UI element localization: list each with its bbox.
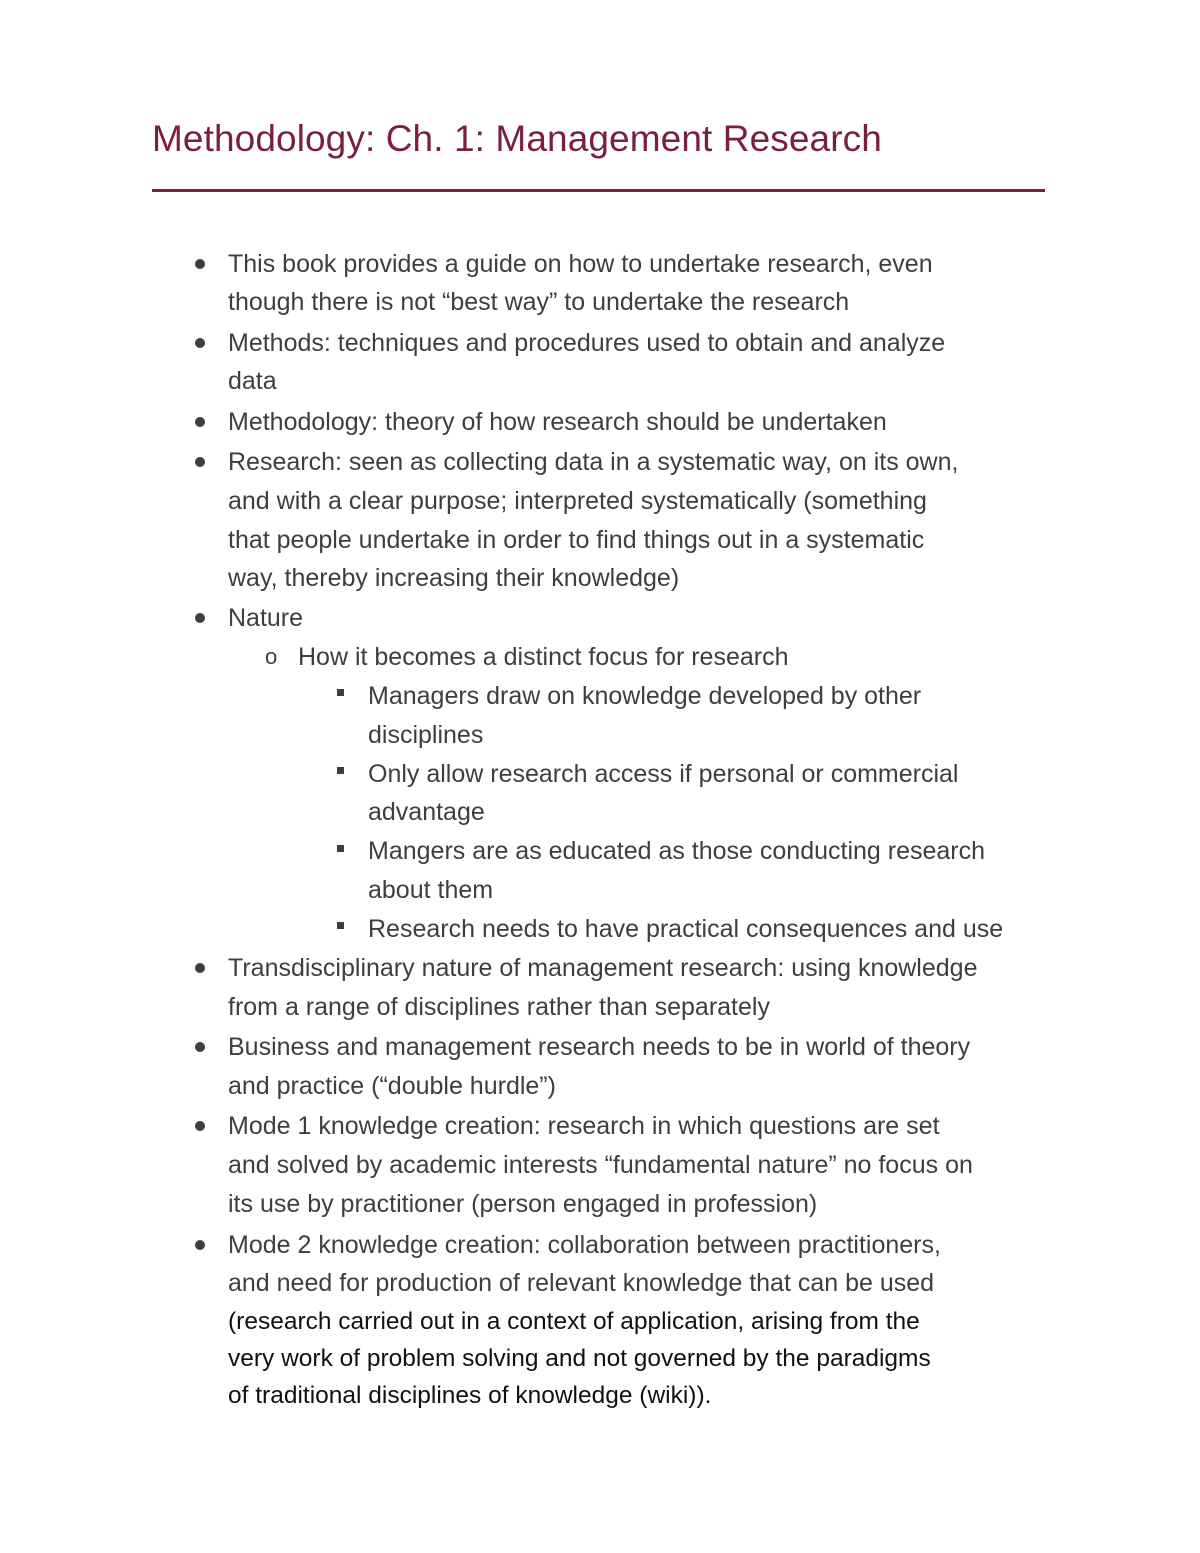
bullet-dot	[195, 457, 205, 467]
bullet-text: Methodology: theory of how research should be undertaken	[228, 408, 887, 436]
sub-sub-bullet-marker	[337, 845, 344, 852]
bullet-text: way, thereby increasing their knowledge)	[228, 564, 680, 592]
bullet-text: and practice (“double hurdle”)	[228, 1072, 556, 1100]
bullet-text: (research carried out in a context of application, arising from the	[228, 1308, 920, 1335]
bullet-dot	[195, 338, 205, 348]
bullet-dot	[195, 963, 205, 973]
bullet-text: and need for production of relevant knowledge that can be used	[228, 1269, 935, 1297]
bullet-dot	[195, 1121, 205, 1131]
bullet-text: Methods: techniques and procedures used to obtain and analyze	[228, 329, 946, 357]
bullet-text: of traditional disciplines of knowledge (wiki)).	[228, 1382, 712, 1409]
bullet-dot	[195, 1240, 205, 1250]
sub-bullet-marker: o	[265, 644, 278, 669]
bullet-dot	[195, 259, 205, 269]
sub-sub-bullet-text: advantage	[368, 798, 485, 826]
bullet-dot	[195, 613, 205, 623]
sub-sub-bullet-text: Only allow research access if personal or commercial	[368, 760, 959, 788]
sub-bullet-text: How it becomes a distinct focus for research	[298, 643, 789, 671]
page-title: Methodology: Ch. 1: Management Research	[152, 118, 882, 159]
bullet-text: Transdisciplinary nature of management research: using knowledge	[228, 954, 978, 982]
bullet-text: its use by practitioner (person engaged in profession)	[228, 1190, 818, 1218]
bullet-text: data	[228, 367, 277, 395]
sub-sub-bullet-marker	[337, 922, 344, 929]
sub-sub-bullet-marker	[337, 767, 344, 774]
bullet-text: Research: seen as collecting data in a systematic way, on its own,	[228, 448, 959, 476]
sub-sub-bullet-text: Research needs to have practical consequences and use	[368, 915, 1004, 943]
title-divider	[152, 189, 1045, 192]
bullet-text: Nature	[228, 604, 304, 632]
sub-sub-bullet-text: Mangers are as educated as those conducting research	[368, 837, 986, 865]
bullet-text: Business and management research needs to be in world of theory	[228, 1033, 971, 1061]
bullet-text: Mode 2 knowledge creation: collaboration between practitioners,	[228, 1231, 941, 1259]
bullet-text: that people undertake in order to find things out in a systematic	[228, 526, 925, 554]
bullet-dot	[195, 1042, 205, 1052]
bullet-dot	[195, 417, 205, 427]
sub-sub-bullet-marker	[337, 689, 344, 696]
bullet-text: very work of problem solving and not governed by the paradigms	[228, 1345, 931, 1372]
bullet-text: and solved by academic interests “fundamental nature” no focus on	[228, 1151, 973, 1179]
bullet-text: This book provides a guide on how to undertake research, even	[228, 250, 933, 278]
bullet-text: though there is not “best way” to undertake the research	[228, 288, 850, 316]
bullet-text: and with a clear purpose; interpreted systematically (something	[228, 487, 927, 515]
bullet-text: Mode 1 knowledge creation: research in which questions are set	[228, 1112, 940, 1140]
sub-sub-bullet-text: disciplines	[368, 721, 484, 749]
bullet-text: from a range of disciplines rather than separately	[228, 993, 770, 1021]
sub-sub-bullet-text: about them	[368, 876, 494, 904]
sub-sub-bullet-text: Managers draw on knowledge developed by other	[368, 682, 922, 710]
